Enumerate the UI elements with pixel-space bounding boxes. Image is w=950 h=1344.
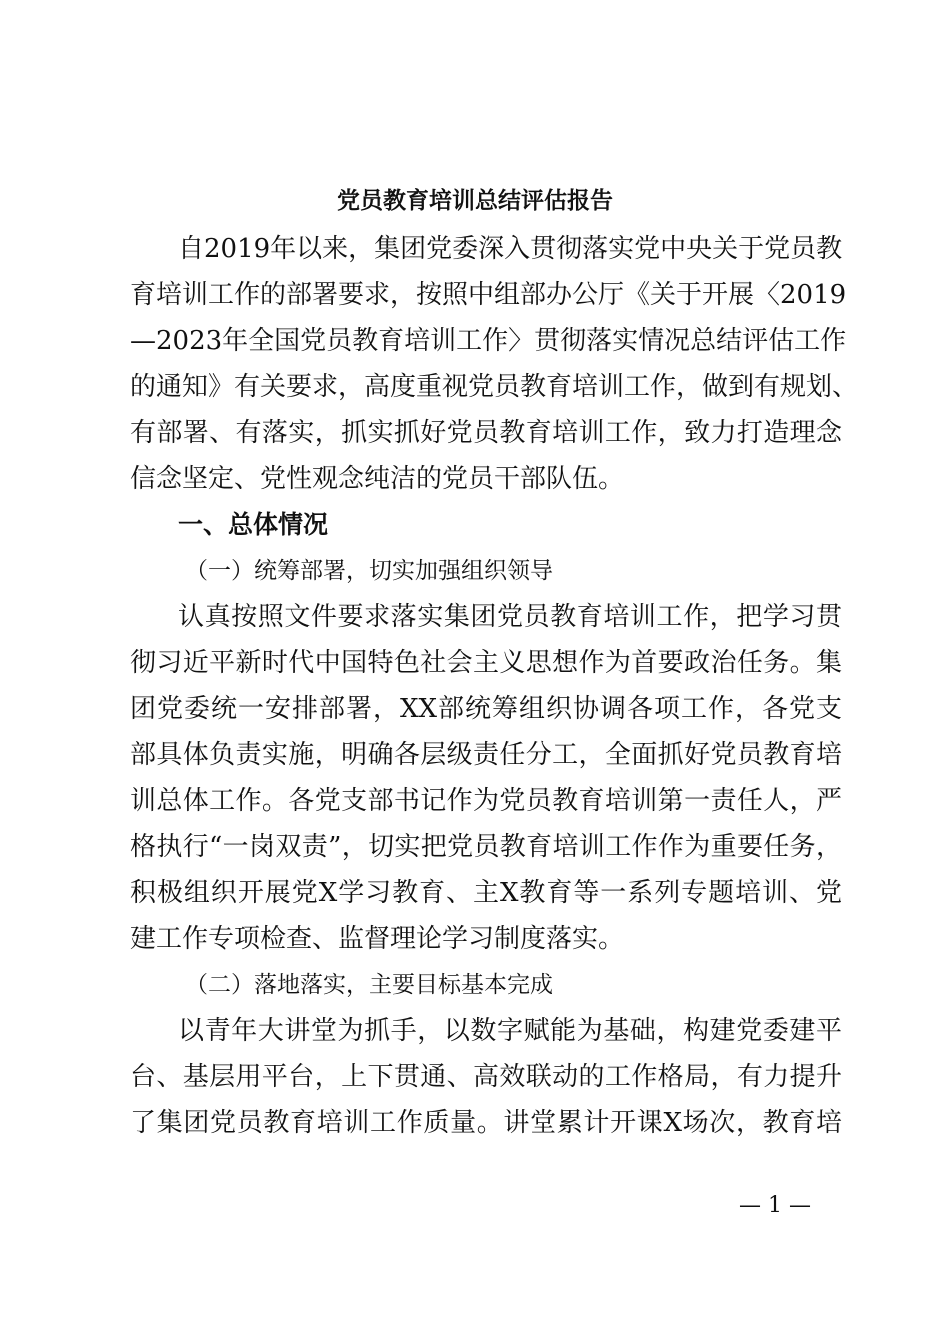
section-heading: 一、总体情况	[178, 510, 329, 539]
paragraph-line: 的通知》有关要求，高度重视党员教育培训工作，做到有规划、	[130, 372, 859, 402]
paragraph-line: 训总体工作。各党支部书记作为党员教育培训第一责任人，严	[130, 786, 842, 816]
paragraph-line: 了集团党员教育培训工作质量。讲堂累计开课X场次，教育培	[130, 1108, 842, 1138]
subsection-heading: （二）落地落实，主要目标基本完成	[185, 972, 553, 998]
paragraph-line: 彻习近平新时代中国特色社会主义思想作为首要政治任务。集	[130, 648, 842, 678]
paragraph-line: 自2019年以来，集团党委深入贯彻落实党中央关于党员教	[178, 234, 843, 264]
paragraph-line: 台、基层用平台，上下贯通、高效联动的工作格局，有力提升	[130, 1062, 842, 1092]
page-number: — 1 —	[739, 1193, 811, 1218]
paragraph-line: 建工作专项检查、监督理论学习制度落实。	[130, 924, 625, 954]
paragraph-line: 信念坚定、党性观念纯洁的党员干部队伍。	[130, 464, 625, 494]
document-title: 党员教育培训总结评估报告	[337, 187, 613, 214]
subsection-heading: （一）统筹部署，切实加强组织领导	[185, 558, 553, 584]
paragraph-line: 团党委统一安排部署，XX部统筹组织协调各项工作，各党支	[130, 694, 842, 724]
paragraph-line: 格执行“一岗双责”，切实把党员教育培训工作作为重要任务，	[130, 832, 842, 862]
paragraph-line: 积极组织开展党X学习教育、主X教育等一系列专题培训、党	[130, 878, 842, 908]
paragraph-line: 育培训工作的部署要求，按照中组部办公厅《关于开展〈2019	[130, 280, 847, 310]
paragraph-line: 部具体负责实施，明确各层级责任分工，全面抓好党员教育培	[130, 740, 842, 770]
paragraph-line: —2023年全国党员教育培训工作〉贯彻落实情况总结评估工作	[130, 326, 847, 356]
paragraph-line: 以青年大讲堂为抓手，以数字赋能为基础，构建党委建平	[178, 1016, 842, 1046]
paragraph-line: 认真按照文件要求落实集团党员教育培训工作，把学习贯	[178, 602, 842, 632]
paragraph-line: 有部署、有落实，抓实抓好党员教育培训工作，致力打造理念	[130, 418, 842, 448]
